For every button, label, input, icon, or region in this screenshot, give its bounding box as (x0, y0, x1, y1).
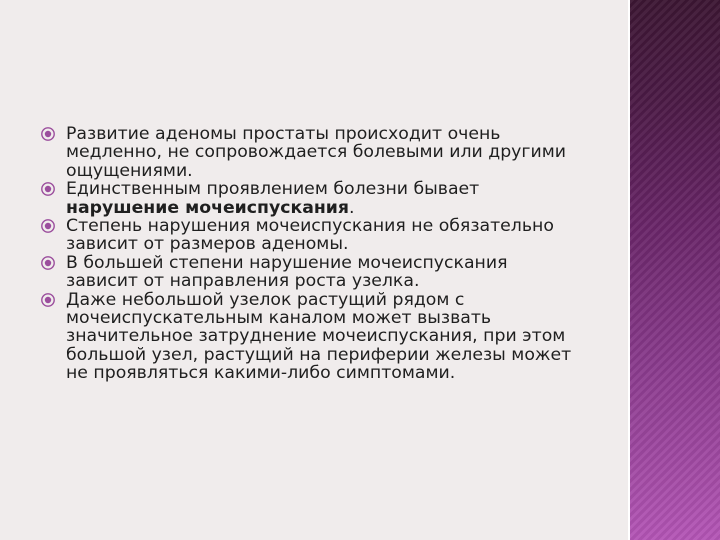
bullet-text: В большей степени нарушение мочеиспускания зависит от направления роста узелка. (66, 252, 508, 292)
bullet-text-after: . (349, 197, 355, 218)
bullet-text: Развитие аденомы простаты происходит очень медленно, не сопровождается болевыми или другими ощущениями. (66, 124, 566, 181)
bullet-item (40, 217, 580, 254)
circled-dot-bullet-icon (40, 255, 56, 271)
circled-dot-bullet-icon (40, 292, 56, 308)
bullet-list (40, 125, 580, 383)
bullet-item (40, 291, 580, 383)
bullet-item (40, 254, 580, 291)
circled-dot-bullet-icon (40, 181, 56, 197)
bullet-item (40, 125, 580, 180)
bullet-text-before: Единственным проявлением болезни бывает (66, 179, 480, 200)
bullet-text (66, 180, 580, 217)
bullet-text: Даже небольшой узелок растущий рядом с мочеиспускательным каналом может вызвать значительное затруднение мочеиспускания, при этом большой узел, растущий на периферии железы может не проявляться какими-либо симптомами. (66, 289, 572, 384)
bold-phrase: нарушение мочеиспускания (66, 197, 350, 218)
side-decorative-band (630, 0, 720, 540)
bullet-text: Степень нарушения мочеиспускания не обязательно зависит от размеров аденомы. (66, 216, 554, 255)
circled-dot-bullet-icon (40, 126, 56, 142)
bullet-item (40, 180, 580, 217)
circled-dot-bullet-icon (40, 218, 56, 234)
